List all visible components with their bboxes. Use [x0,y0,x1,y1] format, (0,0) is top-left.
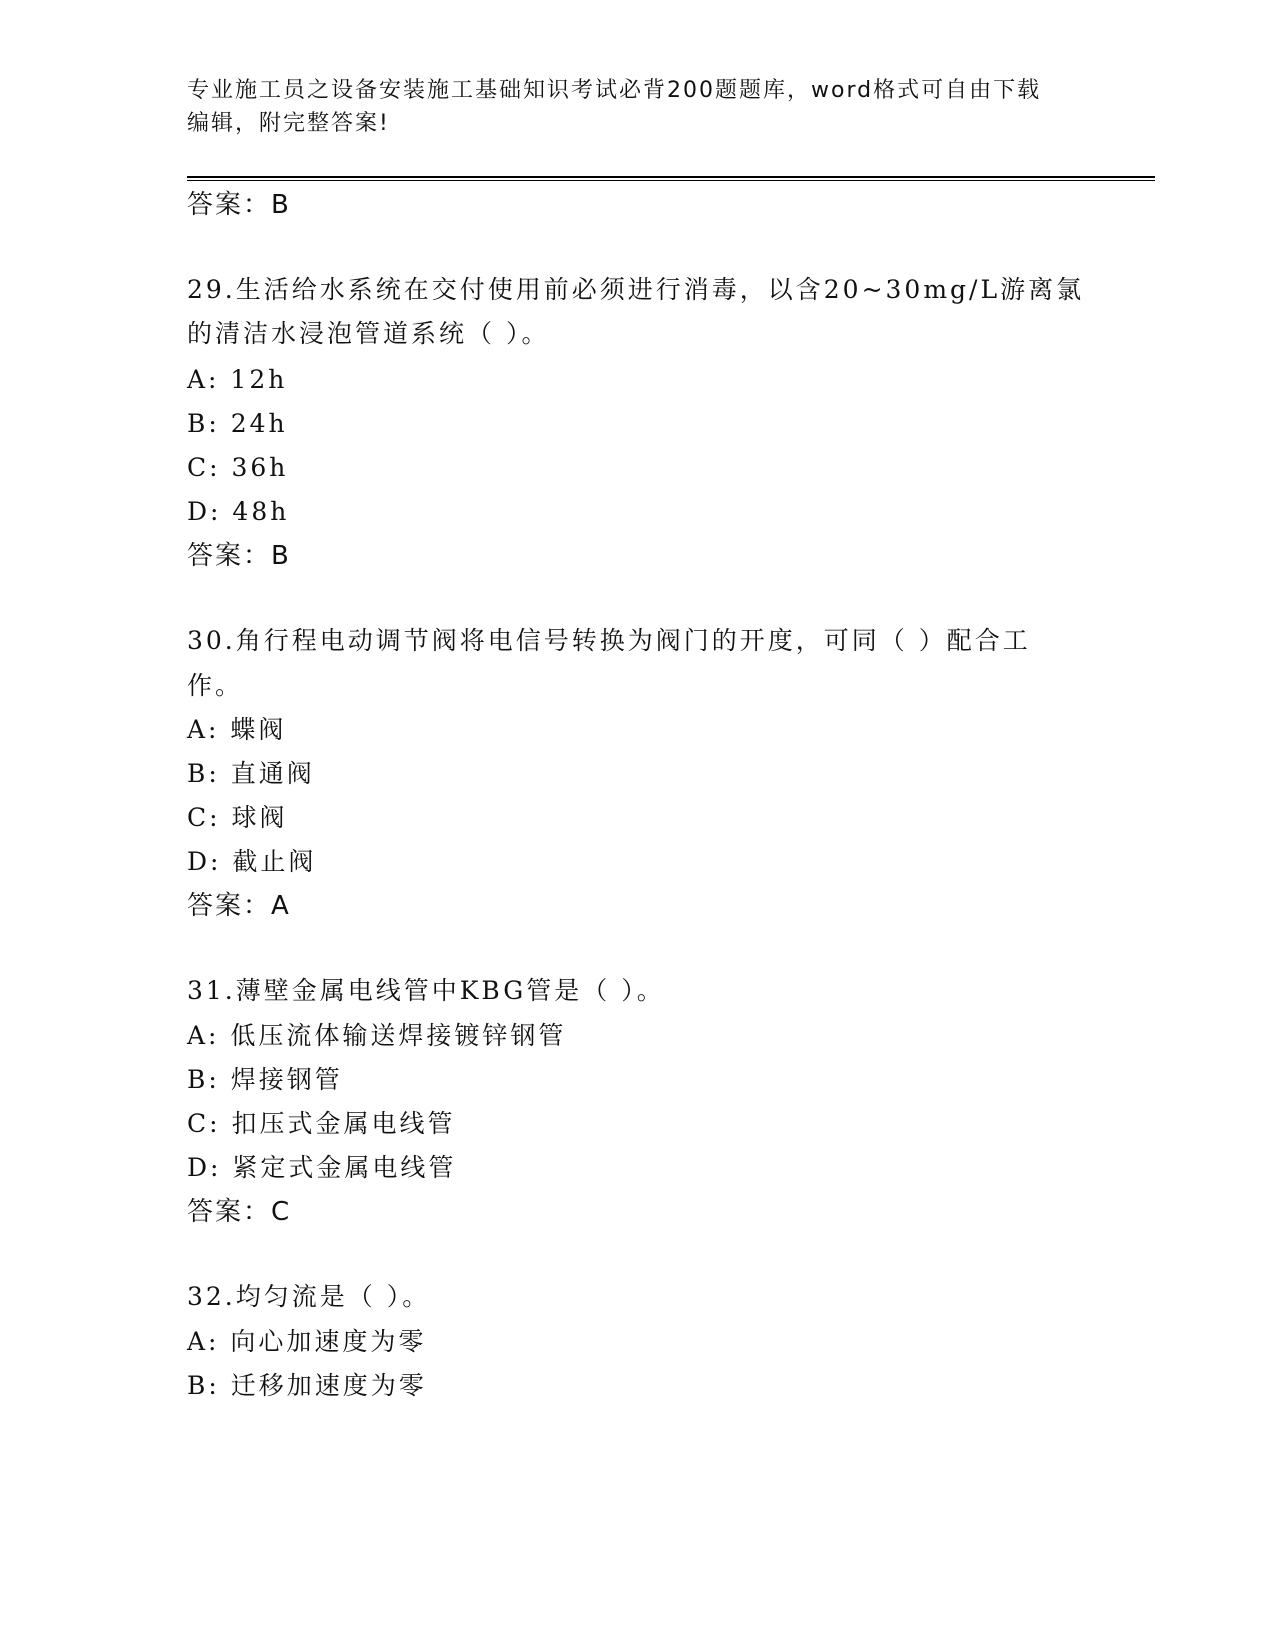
answer-30: 答案：A [187,891,291,921]
header-line-1: 专业施工员之设备安装施工基础知识考试必背200题题库，word格式可自由下载 [187,78,1042,103]
question-32-option-b: B: 迁移加速度为零 [187,1371,427,1400]
question-31-option-a: A: 低压流体输送焊接镀锌钢管 [187,1021,567,1050]
question-32-line-1: 32.均匀流是（ ）。 [187,1282,431,1311]
question-30-line-1: 30.角行程电动调节阀将电信号转换为阀门的开度，可同（ ）配合工 [187,626,1031,655]
answer-29: 答案：B [187,541,291,571]
header-divider [187,176,1155,181]
question-29-line-2: 的清洁水浸泡管道系统（ ）。 [187,319,550,348]
question-31-option-d: D: 紧定式金属电线管 [187,1153,457,1182]
answer-31: 答案：C [187,1197,292,1227]
question-29-option-a: A: 12h [187,365,288,394]
question-31-line-1: 31.薄壁金属电线管中KBG管是（ ）。 [187,976,665,1005]
question-29-line-1: 29.生活给水系统在交付使用前必须进行消毒，以含20~30mg/L游离氯 [187,275,1085,304]
question-30-option-a: A: 蝶阀 [187,715,287,744]
question-29-option-c: C: 36h [187,453,289,482]
question-29-option-b: B: 24h [187,409,288,438]
question-29-option-d: D: 48h [187,497,290,526]
question-31-option-c: C: 扣压式金属电线管 [187,1109,456,1138]
question-32-option-a: A: 向心加速度为零 [187,1327,427,1356]
answer-28: 答案：B [187,190,291,220]
question-30-line-2: 作。 [187,671,244,700]
question-31-option-b: B: 焊接钢管 [187,1065,343,1094]
question-30-option-d: D: 截止阀 [187,847,317,876]
question-30-option-c: C: 球阀 [187,803,288,832]
question-30-option-b: B: 直通阀 [187,759,315,788]
document-header [187,74,1067,140]
header-line-2: 编辑，附完整答案! [187,111,390,136]
